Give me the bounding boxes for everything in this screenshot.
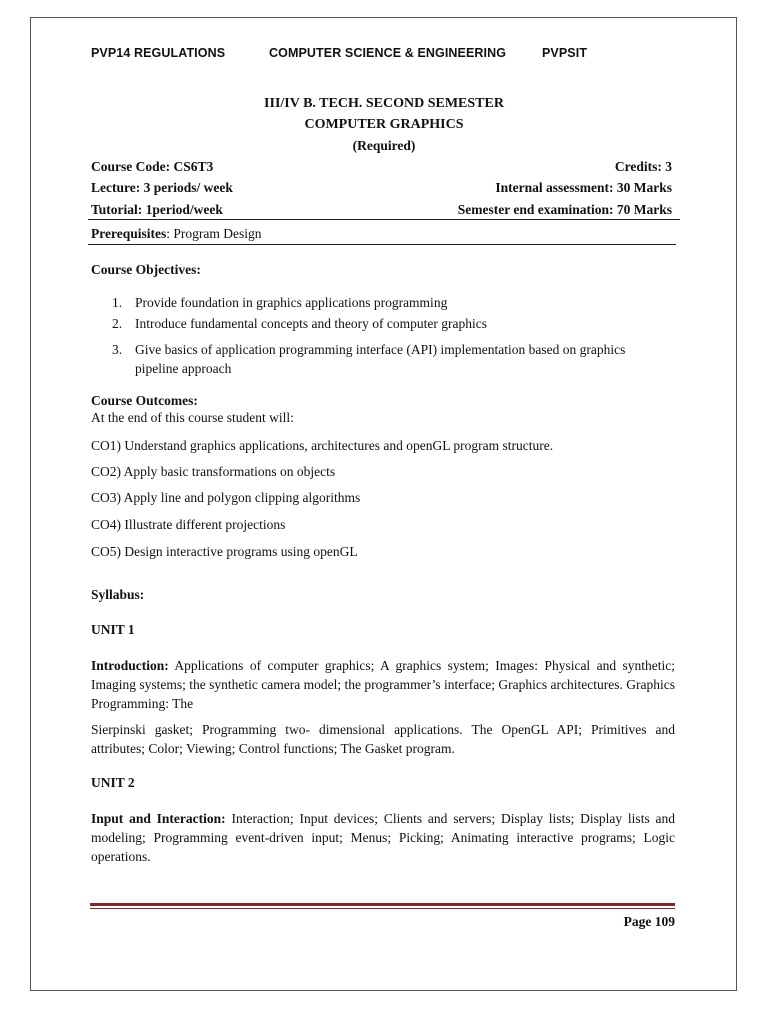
semester-end-exam: Semester end examination: 70 Marks (457, 202, 672, 217)
header-institute: PVPSIT (542, 46, 588, 60)
header-regulations: PVP14 REGULATIONS (91, 46, 226, 60)
objective-item (112, 293, 448, 312)
unit2-title: UNIT 2 (91, 775, 135, 790)
running-header (91, 46, 588, 102)
objective-text: Provide foundation in graphics applications programming (135, 295, 448, 310)
outcome-item: CO5) Design interactive programs using openGL (91, 544, 358, 559)
objectives-heading: Course Objectives: (91, 262, 201, 277)
unit1-paragraph-2: Sierpinski gasket; Programming two- dimensional applications. The OpenGL API; Primitives and attributes; Color; Viewing; Control functions; The Gasket program. (91, 722, 675, 756)
footer-rule-thick (90, 903, 675, 906)
outcomes-intro: At the end of this course student will: (91, 410, 294, 425)
required-label: (Required) (352, 138, 416, 153)
divider-bottom (88, 244, 676, 245)
objective-item (112, 340, 626, 376)
unit2-text: Interaction; Input devices; Clients and servers; Display lists; Display lists and modeling; Programming event-driven input; Menus; Picking; Animating interactive programs; Logic operations. (91, 811, 675, 864)
internal-assessment: Internal assessment: 30 Marks (495, 180, 672, 195)
objective-number: 3. (112, 342, 123, 357)
unit1-text: Applications of computer graphics; A graphics system; Images: Physical and synthetic; Imaging systems; the synthetic camera model; the programmer’s interface; Graphics architectures. Graphics Programming: The (91, 658, 675, 711)
lecture-periods: Lecture: 3 periods/ week (91, 180, 233, 195)
outcome-item: CO4) Illustrate different projections (91, 517, 286, 532)
objective-number: 2. (112, 316, 123, 331)
credits: Credits: 3 (614, 159, 672, 174)
semester-title: III/IV B. TECH. SECOND SEMESTER (264, 96, 504, 111)
objective-item (112, 314, 487, 333)
syllabus-heading: Syllabus: (91, 587, 145, 602)
footer-rule-thin (90, 908, 675, 909)
outcome-item: CO1) Understand graphics applications, architectures and openGL program structure. (91, 438, 554, 453)
unit2-lead: Input and Interaction: (91, 811, 226, 826)
course-code: Course Code: CS6T3 (91, 159, 214, 174)
unit1-paragraph (91, 656, 675, 713)
prerequisites-value: : Program Design (166, 226, 262, 241)
page-number: Page 109 (623, 914, 675, 929)
unit1-lead: Introduction: (91, 658, 169, 673)
unit2-paragraph (91, 809, 675, 866)
course-title: COMPUTER GRAPHICS (304, 117, 464, 132)
unit1-title: UNIT 1 (91, 622, 135, 637)
objective-number: 1. (112, 295, 123, 310)
outcome-item: CO3) Apply line and polygon clipping algorithms (91, 490, 361, 505)
prerequisites-label: Prerequisites (91, 226, 167, 241)
divider-top (88, 219, 680, 220)
outcome-item: CO2) Apply basic transformations on objects (91, 464, 336, 479)
tutorial-periods: Tutorial: 1period/week (91, 202, 223, 217)
outcomes-heading: Course Outcomes: (91, 393, 198, 408)
prerequisites (91, 224, 262, 243)
header-department: COMPUTER SCIENCE & ENGINEERING (269, 46, 507, 60)
objective-text: Introduce fundamental concepts and theory of computer graphics (135, 316, 487, 331)
objective-text: Give basics of application programming interface (API) implementation based on graphics pipeline approach (135, 342, 626, 376)
